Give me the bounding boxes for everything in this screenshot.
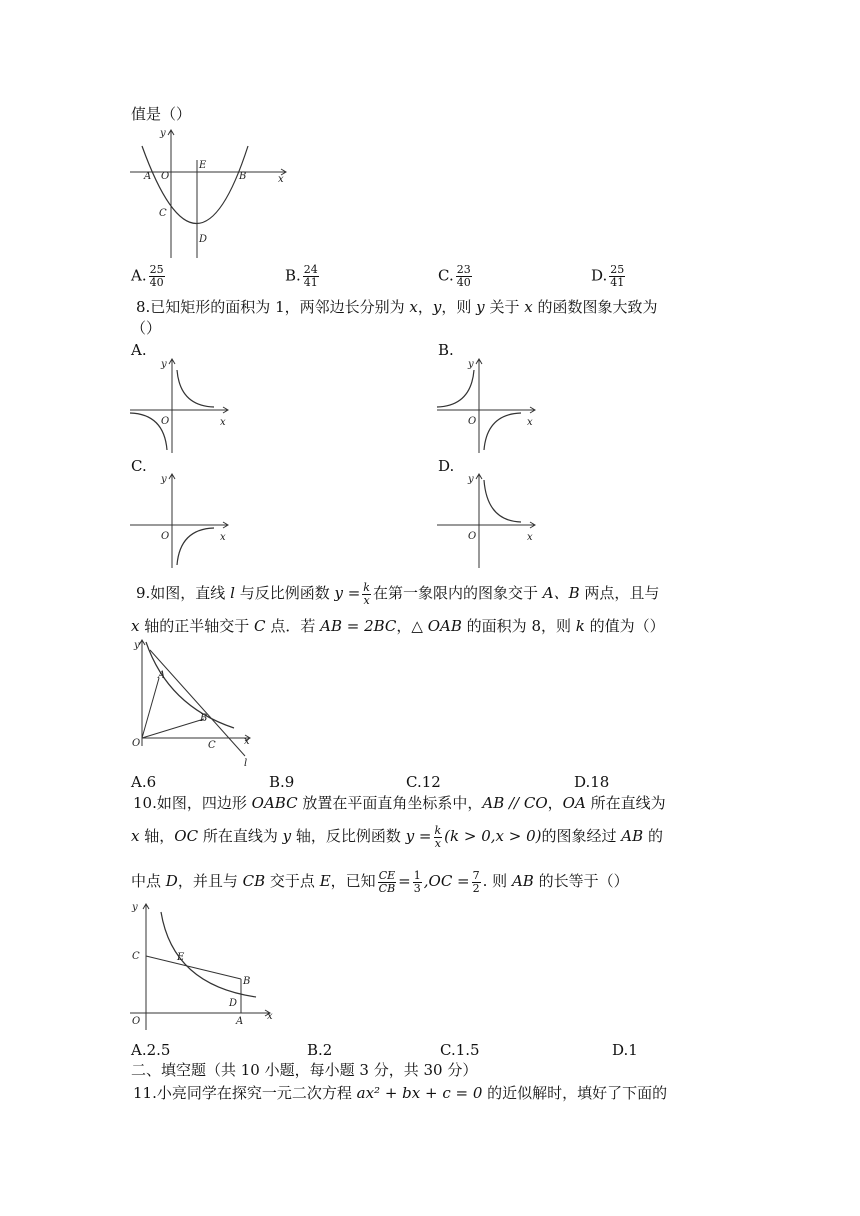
svg-text:D: D bbox=[229, 998, 238, 1009]
svg-text:y: y bbox=[132, 902, 138, 913]
svg-text:O: O bbox=[132, 738, 141, 749]
q10-line2: x 轴，OC 所在直线为 y 轴，反比例函数 y = $\frac{k}{x}$ (k > 0,x > 0)的图象经过 AB 的 bbox=[131, 823, 663, 850]
q9-option-d: D.18 bbox=[574, 773, 610, 791]
svg-text:O: O bbox=[132, 1016, 141, 1027]
svg-text:y: y bbox=[161, 474, 167, 485]
svg-text:B: B bbox=[243, 976, 251, 987]
svg-text:O: O bbox=[161, 531, 170, 542]
q7-option-b: B. $\frac{24}{41}$ bbox=[285, 263, 318, 289]
q9-line1: 9.如图，直线 l 与反比例函数 y = $\frac{k}{x}$ 在第一象限内的图象交于 A、B 两点，且与 bbox=[136, 580, 660, 607]
svg-text:y: y bbox=[161, 359, 167, 370]
q10-option-a: A.2.5 bbox=[131, 1041, 171, 1059]
q7-fig-O: O bbox=[161, 171, 170, 182]
q9-figure bbox=[128, 636, 258, 771]
svg-text:E: E bbox=[177, 952, 185, 963]
svg-text:y: y bbox=[134, 640, 140, 651]
svg-text:x: x bbox=[527, 417, 533, 428]
svg-text:O: O bbox=[468, 416, 477, 427]
q7-option-a: A. $\frac{25}{40}$ bbox=[131, 263, 164, 289]
q7-fig-E: E bbox=[199, 160, 207, 171]
svg-text:B: B bbox=[200, 713, 208, 724]
svg-text:O: O bbox=[161, 416, 170, 427]
q7-fig-C: C bbox=[159, 208, 167, 219]
q8-option-b: B. bbox=[438, 341, 454, 359]
q10-line1: 10.如图，四边形 OABC 放置在平面直角坐标系中，AB // CO，OA 所在直线为 bbox=[133, 794, 666, 812]
q8-graph-c bbox=[128, 470, 233, 570]
q8-graph-b bbox=[435, 355, 540, 455]
q9-line2: x 轴的正半轴交于 C 点．若 AB = 2BC，△ OAB 的面积为 8，则 k 的值为（） bbox=[131, 617, 665, 635]
q7-tail: 值是（） bbox=[131, 105, 192, 123]
q7-fig-D: D bbox=[199, 234, 208, 245]
section-2-heading: 二、填空题（共 10 小题，每小题 3 分，共 30 分） bbox=[131, 1061, 478, 1079]
svg-text:y: y bbox=[468, 359, 474, 370]
q7-parabola-figure bbox=[128, 126, 293, 261]
q8-option-a: A. bbox=[131, 341, 147, 359]
q7-fig-x: x bbox=[278, 174, 284, 185]
svg-text:C: C bbox=[132, 951, 140, 962]
svg-text:x: x bbox=[220, 417, 226, 428]
q9-option-c: C.12 bbox=[406, 773, 441, 791]
q7-fig-B: B bbox=[239, 171, 247, 182]
q9-option-b: B.9 bbox=[269, 773, 295, 791]
svg-text:A: A bbox=[236, 1016, 244, 1027]
q8-paren: （） bbox=[131, 319, 162, 337]
svg-text:x: x bbox=[220, 532, 226, 543]
q10-figure bbox=[128, 900, 278, 1035]
svg-text:x: x bbox=[527, 532, 533, 543]
q8-graph-a bbox=[128, 355, 233, 455]
svg-text:A: A bbox=[158, 670, 166, 681]
q10-option-b: B.2 bbox=[307, 1041, 333, 1059]
q10-option-d: D.1 bbox=[612, 1041, 638, 1059]
q7-option-c: C. $\frac{23}{40}$ bbox=[438, 263, 471, 289]
svg-text:l: l bbox=[244, 758, 248, 769]
q7-fig-y: y bbox=[160, 128, 166, 139]
q8-stem: 8.已知矩形的面积为 1，两邻边长分别为 x，y，则 y 关于 x 的函数图象大致为 bbox=[136, 298, 658, 316]
q11-stem: 11.小亮同学在探究一元二次方程 ax² + bx + c = 0 的近似解时，填好了下面的 bbox=[133, 1084, 668, 1102]
svg-text:y: y bbox=[468, 474, 474, 485]
svg-text:O: O bbox=[468, 531, 477, 542]
svg-text:x: x bbox=[244, 736, 250, 747]
svg-text:x: x bbox=[267, 1011, 273, 1022]
q7-option-d: D. $\frac{25}{41}$ bbox=[591, 263, 625, 289]
q7-fig-A: A bbox=[144, 171, 152, 182]
q10-option-c: C.1.5 bbox=[440, 1041, 480, 1059]
q8-graph-d bbox=[435, 470, 540, 570]
q10-line3: 中点 D，并且与 CB 交于点 E，已知 $\frac{CE}{CB}$ = $\frac{1}{3}$ ,OC = $\frac{7}{2}$ . 则 AB 的长等于（） bbox=[131, 868, 629, 895]
svg-text:C: C bbox=[208, 740, 216, 751]
q8-option-c: C. bbox=[131, 457, 147, 475]
q8-option-d: D. bbox=[438, 457, 455, 475]
q9-option-a: A.6 bbox=[131, 773, 157, 791]
